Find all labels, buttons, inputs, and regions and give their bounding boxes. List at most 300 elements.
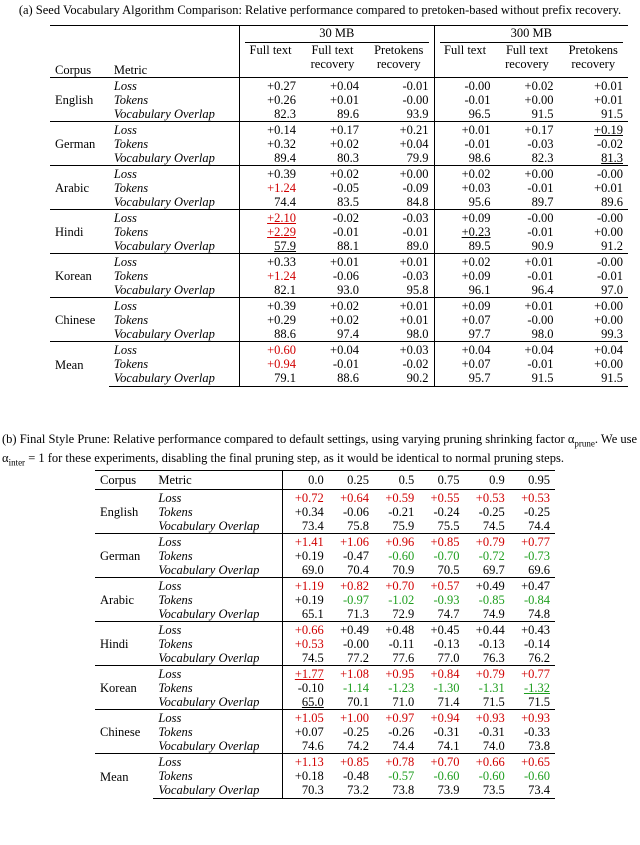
table-cell [240, 357, 301, 371]
table-row [95, 681, 555, 695]
cell-value: -0.06 [342, 505, 370, 519]
table-cell [464, 578, 509, 594]
table-cell [464, 651, 509, 666]
table-cell [301, 371, 364, 387]
table-cell [419, 739, 464, 754]
table-row [95, 490, 555, 506]
table-cell [496, 225, 559, 239]
cell-value: -0.48 [342, 769, 370, 783]
table-cell [419, 549, 464, 563]
metric-label: Loss [109, 342, 240, 358]
cell-value: +0.95 [385, 667, 415, 681]
cell-value: +0.93 [521, 711, 550, 725]
cell-value: -0.73 [523, 549, 550, 563]
table-row [95, 754, 555, 770]
metric-label: Tokens [113, 313, 149, 327]
cell-value: +0.01 [594, 93, 623, 107]
table-cell [364, 181, 434, 195]
caption-text: . We use α [2, 432, 638, 465]
table-cell [435, 327, 496, 342]
table-cell [435, 195, 496, 210]
cell-value: -0.00 [342, 637, 370, 651]
cell-value: +0.04 [524, 343, 554, 357]
metric-label: Vocabulary Overlap [109, 371, 240, 387]
corpus-label: Chinese [95, 710, 153, 754]
cell-value: +0.66 [475, 755, 505, 769]
table-cell [435, 254, 496, 270]
cell-value: -0.01 [332, 357, 359, 371]
table-cell [240, 239, 301, 254]
cell-value: +0.19 [294, 593, 324, 607]
cell-value: +0.66 [294, 623, 324, 637]
cell-value: -0.03 [402, 211, 429, 225]
table-cell [496, 195, 559, 210]
cell-value: +0.26 [267, 93, 297, 107]
table-cell [496, 210, 559, 226]
metric-label: Tokens [158, 681, 193, 695]
cell-value: -0.01 [402, 225, 429, 239]
cell-value: +1.08 [340, 667, 370, 681]
cell-value: +0.32 [267, 137, 297, 151]
cell-value: -1.30 [433, 681, 460, 695]
cell-value: +0.02 [330, 137, 359, 151]
table-cell [284, 666, 329, 682]
corpus-label: Korean [50, 254, 109, 298]
corpus-label: Chinese [50, 298, 109, 342]
table-cell [464, 593, 509, 607]
caption-text: = 1 for these experiments, disabling the final pruning step, as it would be identical to normal pruning steps. [25, 450, 564, 465]
table-cell [329, 563, 374, 578]
col-header: 0.0 [308, 473, 324, 487]
table-cell [284, 534, 329, 550]
table-cell [329, 549, 374, 563]
cell-value: 90.9 [531, 239, 554, 253]
table-cell [419, 695, 464, 710]
cell-value: +0.79 [475, 667, 505, 681]
cell-value: 76.2 [528, 651, 550, 665]
table-cell [374, 534, 419, 550]
table-cell [240, 137, 301, 151]
cell-value: +0.02 [330, 313, 359, 327]
table-cell [284, 578, 329, 594]
cell-value: +0.17 [330, 123, 359, 137]
metric-label: Loss [109, 166, 240, 182]
table-cell [301, 225, 364, 239]
table-cell [374, 593, 419, 607]
cell-value: -0.60 [388, 549, 415, 563]
cell-value: +0.39 [267, 299, 297, 313]
cell-value: 76.3 [482, 651, 505, 665]
table-cell [496, 313, 559, 327]
table-cell [496, 181, 559, 195]
cell-value: 73.4 [528, 783, 550, 797]
table-cell [558, 357, 628, 371]
table-cell [464, 519, 509, 534]
table-cell [374, 651, 419, 666]
cell-value: 77.0 [437, 651, 460, 665]
table-cell [329, 607, 374, 622]
table-cell [329, 534, 374, 550]
table-cell [301, 210, 364, 226]
table-cell [510, 622, 555, 638]
table-cell [435, 313, 496, 327]
metric-label: Loss [153, 710, 283, 726]
table-cell [558, 283, 628, 298]
cell-value: +2.10 [267, 211, 297, 225]
cell-value: -1.14 [342, 681, 370, 695]
table-cell [510, 739, 555, 754]
table-cell [558, 298, 628, 314]
cell-value: -0.70 [433, 549, 460, 563]
table-cell [510, 563, 555, 578]
metric-label: Loss [109, 298, 240, 314]
table-cell [329, 622, 374, 638]
cell-value: -0.01 [402, 79, 429, 93]
table-row [95, 622, 555, 638]
table-row [95, 578, 555, 594]
table-cell [464, 607, 509, 622]
table-cell [301, 342, 364, 358]
cell-value: +0.00 [594, 357, 623, 371]
corpus-label: English [50, 78, 109, 122]
cell-value: 70.9 [392, 563, 415, 577]
table-row [95, 505, 555, 519]
table-row [95, 534, 555, 550]
cell-value: 73.5 [482, 783, 505, 797]
cell-value: +0.65 [521, 755, 550, 769]
table-cell [329, 637, 374, 651]
cell-value: +0.82 [340, 579, 370, 593]
table-cell [496, 342, 559, 358]
col-header-line: Full text [444, 43, 487, 57]
cell-value: +0.01 [524, 255, 554, 269]
cell-value: -0.85 [478, 593, 505, 607]
cell-value: +1.13 [294, 755, 324, 769]
table-cell [374, 563, 419, 578]
cell-value: -0.57 [388, 769, 415, 783]
cell-value: -0.24 [433, 505, 460, 519]
cell-value: -0.01 [527, 269, 554, 283]
table-cell [435, 269, 496, 283]
table-cell [435, 298, 496, 314]
cell-value: -0.93 [433, 593, 460, 607]
cell-value: -0.11 [388, 637, 415, 651]
cell-value: +0.19 [594, 123, 623, 137]
cell-value: +0.00 [524, 167, 554, 181]
table-cell [240, 254, 301, 270]
cell-value: +0.45 [430, 623, 460, 637]
table-cell [364, 239, 434, 254]
cell-value: 79.1 [274, 371, 297, 385]
table-cell [496, 107, 559, 122]
cell-value: +1.19 [294, 579, 324, 593]
cell-value: 89.5 [468, 239, 491, 253]
table-cell [301, 78, 364, 94]
table-cell [374, 725, 419, 739]
table-cell [329, 681, 374, 695]
col-header: 0.25 [347, 473, 370, 487]
metric-label: Vocabulary Overlap [113, 151, 215, 165]
metric-label: Loss [153, 490, 283, 506]
table-cell [435, 151, 496, 166]
table-cell [329, 769, 374, 783]
table-cell [558, 151, 628, 166]
cell-value: +0.07 [461, 357, 491, 371]
cell-value: +0.01 [330, 93, 359, 107]
metric-label: Vocabulary Overlap [153, 783, 283, 799]
cell-value: 74.9 [482, 607, 505, 621]
table-cell [419, 534, 464, 550]
cell-value: +0.02 [330, 167, 359, 181]
cell-value: -0.60 [478, 769, 505, 783]
table-cell [464, 754, 509, 770]
cell-value: +0.00 [594, 313, 623, 327]
cell-value: 75.5 [437, 519, 460, 533]
table-cell [240, 151, 301, 166]
cell-value: +0.01 [399, 255, 429, 269]
metric-label: Loss [109, 254, 240, 270]
col-header-line: recovery [310, 57, 355, 71]
table-cell [464, 739, 509, 754]
cell-value: -0.00 [596, 255, 623, 269]
cell-value: 74.4 [274, 195, 297, 209]
cell-value: 74.6 [301, 739, 324, 753]
cell-value: 73.2 [347, 783, 370, 797]
cell-value: +0.49 [475, 579, 505, 593]
cell-value: 74.4 [528, 519, 550, 533]
metric-label: Vocabulary Overlap [113, 283, 215, 297]
cell-value: +0.53 [294, 637, 324, 651]
cell-value: 65.1 [301, 607, 324, 621]
table-cell [364, 313, 434, 327]
table-cell [364, 269, 434, 283]
cell-value: -0.25 [478, 505, 505, 519]
table-cell [510, 769, 555, 783]
table-cell [374, 578, 419, 594]
table-cell [558, 137, 628, 151]
cell-value: -0.31 [478, 725, 505, 739]
table-cell [284, 710, 329, 726]
metric-label: Tokens [113, 225, 149, 239]
metric-label: Tokens [113, 269, 149, 283]
cell-value: 97.7 [468, 327, 491, 341]
cell-value: 69.0 [301, 563, 324, 577]
cell-value: 69.6 [528, 563, 550, 577]
cell-value: 95.8 [406, 283, 429, 297]
metric-label: Vocabulary Overlap [158, 651, 260, 665]
cell-value: 74.5 [482, 519, 505, 533]
table-cell [364, 107, 434, 122]
table-cell [284, 754, 329, 770]
metric-label: Tokens [158, 505, 193, 519]
cell-value: +0.34 [294, 505, 324, 519]
col-header [435, 43, 496, 78]
cell-value: +0.64 [340, 491, 370, 505]
cell-value: 72.9 [392, 607, 415, 621]
cell-value: +0.53 [475, 491, 505, 505]
cell-value: 65.0 [301, 695, 324, 709]
table-cell [558, 78, 628, 94]
cell-value: +0.49 [340, 623, 370, 637]
corpus-label: Mean [95, 754, 153, 799]
cell-value: -0.00 [527, 211, 554, 225]
table-row [50, 107, 628, 122]
cell-value: +0.60 [267, 343, 297, 357]
table-cell [301, 137, 364, 151]
cell-value: 89.4 [274, 151, 297, 165]
metric-label: Vocabulary Overlap [113, 107, 215, 121]
cell-value: 90.2 [406, 371, 429, 385]
table-cell [240, 269, 301, 283]
cell-value: -0.02 [596, 137, 623, 151]
metric-label: Vocabulary Overlap [158, 695, 260, 709]
table-row [95, 666, 555, 682]
cell-value: 96.5 [468, 107, 491, 121]
table-cell [240, 181, 301, 195]
cell-value: +0.77 [521, 535, 550, 549]
table-cell [558, 371, 628, 387]
cell-value: +0.04 [399, 137, 429, 151]
metric-label: Loss [109, 78, 240, 94]
table-cell [329, 739, 374, 754]
table-cell [240, 195, 301, 210]
table-cell [301, 357, 364, 371]
cell-value: +0.96 [385, 535, 415, 549]
cell-value: +0.70 [430, 755, 460, 769]
caption-text: (b) Final Style Prune: Relative performance compared to default settings, using varying pruning shrinking factor α [2, 432, 575, 446]
cell-value: 95.6 [468, 195, 491, 209]
table-cell [301, 181, 364, 195]
table-cell [284, 681, 329, 695]
cell-value: +0.44 [475, 623, 505, 637]
table-cell [464, 637, 509, 651]
table-cell [284, 769, 329, 783]
table-cell [464, 710, 509, 726]
table-cell [558, 313, 628, 327]
metric-label: Vocabulary Overlap [158, 607, 260, 621]
table-cell [464, 534, 509, 550]
table-cell [464, 505, 509, 519]
table-cell [364, 78, 434, 94]
table-cell [329, 593, 374, 607]
table-cell [284, 563, 329, 578]
table-cell [374, 710, 419, 726]
table-cell [284, 637, 329, 651]
table-cell [419, 490, 464, 506]
table-cell [240, 313, 301, 327]
cell-value: 89.0 [406, 239, 429, 253]
cell-value: 71.3 [347, 607, 370, 621]
cell-value: +0.01 [461, 123, 491, 137]
metric-label: Tokens [158, 769, 193, 783]
cell-value: 73.4 [301, 519, 324, 533]
cell-value: -0.00 [402, 93, 429, 107]
table-cell [419, 505, 464, 519]
cell-value: -1.32 [523, 681, 550, 695]
cell-value: +0.43 [521, 623, 550, 637]
table-cell [374, 549, 419, 563]
cell-value: +0.77 [521, 667, 550, 681]
table-cell [558, 342, 628, 358]
table-cell [435, 107, 496, 122]
table-cell [240, 107, 301, 122]
metric-label: Loss [153, 622, 283, 638]
table-row [50, 166, 628, 182]
table-cell [464, 725, 509, 739]
table-cell [558, 269, 628, 283]
table-cell [374, 637, 419, 651]
cell-value: -0.01 [527, 357, 554, 371]
table-cell [284, 651, 329, 666]
table-cell [240, 166, 301, 182]
cell-value: 91.5 [531, 371, 554, 385]
table-cell [435, 342, 496, 358]
table-cell [364, 283, 434, 298]
table-cell [301, 195, 364, 210]
table-row [50, 122, 628, 138]
table-row [50, 313, 628, 327]
cell-value: -0.31 [433, 725, 460, 739]
group-header-300mb: 300 MB [435, 26, 628, 44]
table-cell [374, 754, 419, 770]
cell-value: 80.3 [337, 151, 359, 165]
corpus-label: German [95, 534, 153, 578]
table-cell [435, 225, 496, 239]
cell-value: -0.00 [596, 167, 623, 181]
cell-value: -0.72 [478, 549, 505, 563]
table-cell [510, 710, 555, 726]
table-row [50, 181, 628, 195]
table-cell [496, 93, 559, 107]
col-header-line: Full text [249, 43, 292, 57]
metric-label: Vocabulary Overlap [113, 327, 215, 341]
table-cell [301, 151, 364, 166]
cell-value: 98.6 [468, 151, 491, 165]
table-cell [496, 269, 559, 283]
table-cell [510, 505, 555, 519]
cell-value: +1.00 [340, 711, 370, 725]
table-cell [558, 239, 628, 254]
table-row [50, 298, 628, 314]
table-cell [435, 122, 496, 138]
table-cell [419, 519, 464, 534]
col-header [364, 43, 434, 78]
cell-value: -0.03 [527, 137, 554, 151]
cell-value: 96.4 [531, 283, 554, 297]
cell-value: 89.7 [531, 195, 554, 209]
metric-label: Vocabulary Overlap [158, 739, 260, 753]
cell-value: +0.19 [294, 549, 324, 563]
cell-value: 70.4 [347, 563, 370, 577]
table-cell [329, 490, 374, 506]
cell-value: 81.3 [601, 151, 623, 165]
metric-label: Loss [153, 578, 283, 594]
corpus-label: Arabic [95, 578, 153, 622]
cell-value: 97.0 [601, 283, 623, 297]
corpus-header-spacer [50, 26, 109, 44]
table-cell [419, 607, 464, 622]
table-cell [464, 681, 509, 695]
cell-value: -0.01 [527, 181, 554, 195]
table-cell [496, 327, 559, 342]
table-cell [374, 505, 419, 519]
cell-value: 97.4 [337, 327, 359, 341]
cell-value: +0.78 [385, 755, 415, 769]
table-cell [464, 783, 509, 799]
cell-value: +0.09 [461, 269, 491, 283]
metric-label: Tokens [158, 637, 193, 651]
cell-value: 88.6 [337, 371, 359, 385]
